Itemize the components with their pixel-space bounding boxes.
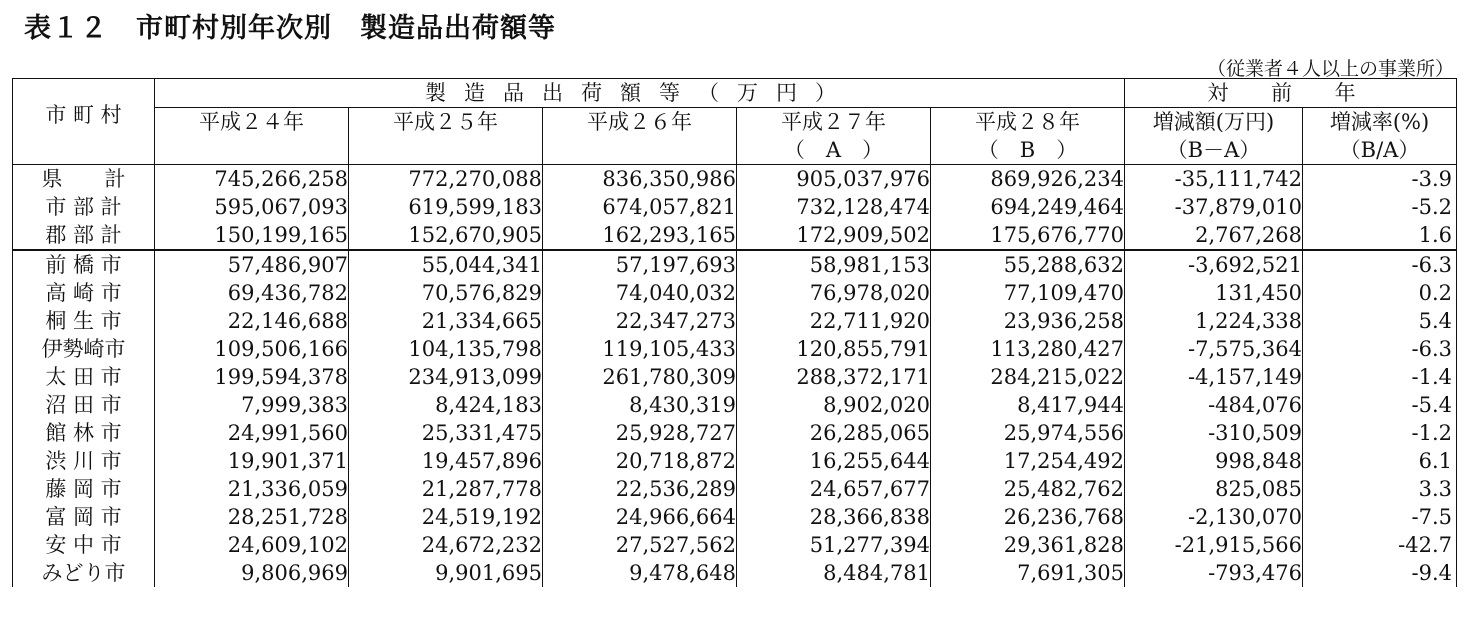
shipment-value: 119,105,433: [543, 335, 737, 363]
shipment-value: 25,331,475: [349, 419, 543, 447]
shipment-value: 175,676,770: [931, 221, 1125, 250]
shipment-value: 619,599,183: [349, 193, 543, 221]
year-sub-header: [155, 136, 349, 165]
shipment-value: 595,067,093: [155, 193, 349, 221]
shipment-value: 109,506,166: [155, 335, 349, 363]
shipment-value: 24,609,102: [155, 531, 349, 559]
table-row: [13, 221, 1457, 250]
page-title: 表１２ 市町村別年次別 製造品出荷額等: [24, 13, 556, 44]
header-row-3: [13, 136, 1457, 165]
table-row: [13, 165, 1457, 194]
shipment-value: 7,999,383: [155, 391, 349, 419]
shipment-value: 22,146,688: [155, 307, 349, 335]
year-header: 平成２７年: [737, 108, 931, 137]
shipment-value: 22,536,289: [543, 475, 737, 503]
change-amount: -35,111,742: [1125, 165, 1303, 194]
shipment-value: 113,280,427: [931, 335, 1125, 363]
shipment-value: 674,057,821: [543, 193, 737, 221]
shipment-value: 25,974,556: [931, 419, 1125, 447]
change-amount-sub-header: （B－A）: [1125, 136, 1303, 165]
change-rate-header: 増減率(%): [1303, 108, 1457, 137]
shipment-value: 23,936,258: [931, 307, 1125, 335]
shipment-value: 694,249,464: [931, 193, 1125, 221]
year-sub-header: [543, 136, 737, 165]
change-amount: -3,692,521: [1125, 250, 1303, 279]
shipment-value: 8,902,020: [737, 391, 931, 419]
table-row: [13, 193, 1457, 221]
municipality-name: 沼 田 市: [13, 391, 155, 419]
shipment-value: 16,255,644: [737, 447, 931, 475]
municipality-name: 富 岡 市: [13, 503, 155, 531]
change-amount: -310,509: [1125, 419, 1303, 447]
year-sub-header: （ B ）: [931, 136, 1125, 165]
year-header: 平成２８年: [931, 108, 1125, 137]
shipment-value: 57,486,907: [155, 250, 349, 279]
municipality-name: 伊勢崎市: [13, 335, 155, 363]
shipment-value: 25,482,762: [931, 475, 1125, 503]
change-amount: -484,076: [1125, 391, 1303, 419]
shipment-value: 199,594,378: [155, 363, 349, 391]
change-amount: 998,848: [1125, 447, 1303, 475]
shipment-value: 17,254,492: [931, 447, 1125, 475]
shipment-value: 28,366,838: [737, 503, 931, 531]
shipment-value: 120,855,791: [737, 335, 931, 363]
shipment-value: 19,901,371: [155, 447, 349, 475]
change-rate: -7.5: [1303, 503, 1457, 531]
shipment-value: 69,436,782: [155, 279, 349, 307]
table-row: [13, 307, 1457, 335]
change-amount-header: 増減額(万円): [1125, 108, 1303, 137]
shipment-value: 22,711,920: [737, 307, 931, 335]
shipment-value: 51,277,394: [737, 531, 931, 559]
municipality-name: 安 中 市: [13, 531, 155, 559]
year-header: 平成２６年: [543, 108, 737, 137]
shipment-value: 9,478,648: [543, 559, 737, 587]
shipment-value: 58,981,153: [737, 250, 931, 279]
shipment-value: 57,197,693: [543, 250, 737, 279]
shipment-value: 21,336,059: [155, 475, 349, 503]
municipality-name: 館 林 市: [13, 419, 155, 447]
change-amount: -793,476: [1125, 559, 1303, 587]
municipality-name: 市 部 計: [13, 193, 155, 221]
shipment-value: 25,928,727: [543, 419, 737, 447]
change-amount: 2,767,268: [1125, 221, 1303, 250]
municipality-name: 太 田 市: [13, 363, 155, 391]
municipality-name: 県 計: [13, 165, 155, 194]
change-amount: 1,224,338: [1125, 307, 1303, 335]
shipment-value: 8,417,944: [931, 391, 1125, 419]
change-rate: 6.1: [1303, 447, 1457, 475]
shipment-value: 77,109,470: [931, 279, 1125, 307]
unit-note: （従業者４人以上の事業所）: [1206, 58, 1454, 80]
municipality-name: みどり市: [13, 559, 155, 587]
header-row-2: [13, 108, 1457, 137]
shipment-value: 24,657,677: [737, 475, 931, 503]
shipment-value: 261,780,309: [543, 363, 737, 391]
shipment-value: 70,576,829: [349, 279, 543, 307]
change-rate: -1.4: [1303, 363, 1457, 391]
change-rate: -5.4: [1303, 391, 1457, 419]
table-row: [13, 475, 1457, 503]
shipment-value: 836,350,986: [543, 165, 737, 194]
shipment-value: 19,457,896: [349, 447, 543, 475]
shipment-value: 24,519,192: [349, 503, 543, 531]
shipment-value: 9,806,969: [155, 559, 349, 587]
change-amount: 825,085: [1125, 475, 1303, 503]
shipment-value: 74,040,032: [543, 279, 737, 307]
shipment-value: 869,926,234: [931, 165, 1125, 194]
change-amount: 131,450: [1125, 279, 1303, 307]
change-rate: 5.4: [1303, 307, 1457, 335]
shipment-value: 76,978,020: [737, 279, 931, 307]
shipment-value: 732,128,474: [737, 193, 931, 221]
shipment-value: 104,135,798: [349, 335, 543, 363]
municipality-name: 前 橋 市: [13, 250, 155, 279]
shipment-value: 234,913,099: [349, 363, 543, 391]
shipment-value: 26,236,768: [931, 503, 1125, 531]
shipments-table: [12, 78, 1457, 587]
year-sub-header: （ A ）: [737, 136, 931, 165]
shipment-value: 26,285,065: [737, 419, 931, 447]
shipment-value: 772,270,088: [349, 165, 543, 194]
change-rate: 1.6: [1303, 221, 1457, 250]
shipment-value: 152,670,905: [349, 221, 543, 250]
municipality-name: 渋 川 市: [13, 447, 155, 475]
municipality-name: 郡 部 計: [13, 221, 155, 250]
table-row: [13, 419, 1457, 447]
shipment-value: 905,037,976: [737, 165, 931, 194]
shipment-value: 28,251,728: [155, 503, 349, 531]
change-rate: -3.9: [1303, 165, 1457, 194]
year-header: 平成２４年: [155, 108, 349, 137]
municipality-name: 桐 生 市: [13, 307, 155, 335]
change-amount: -21,915,566: [1125, 531, 1303, 559]
table-row: [13, 363, 1457, 391]
municipality-header: 市 町 村: [13, 79, 155, 165]
table-row: [13, 250, 1457, 279]
change-rate: -1.2: [1303, 419, 1457, 447]
shipment-value: 29,361,828: [931, 531, 1125, 559]
shipment-value: 162,293,165: [543, 221, 737, 250]
shipment-value: 24,966,664: [543, 503, 737, 531]
shipment-value: 24,991,560: [155, 419, 349, 447]
table-row: [13, 559, 1457, 587]
shipment-value: 9,901,695: [349, 559, 543, 587]
table-row: [13, 503, 1457, 531]
municipality-name: 藤 岡 市: [13, 475, 155, 503]
shipment-value: 150,199,165: [155, 221, 349, 250]
change-amount: -2,130,070: [1125, 503, 1303, 531]
table-row: [13, 279, 1457, 307]
change-rate: -6.3: [1303, 250, 1457, 279]
change-amount: -7,575,364: [1125, 335, 1303, 363]
shipment-value: 284,215,022: [931, 363, 1125, 391]
shipment-value: 24,672,232: [349, 531, 543, 559]
change-rate: -42.7: [1303, 531, 1457, 559]
shipment-value: 7,691,305: [931, 559, 1125, 587]
shipment-value: 745,266,258: [155, 165, 349, 194]
shipment-value: 21,334,665: [349, 307, 543, 335]
shipment-value: 8,424,183: [349, 391, 543, 419]
change-rate-sub-header: （B/A）: [1303, 136, 1457, 165]
change-amount: -37,879,010: [1125, 193, 1303, 221]
table-row: [13, 531, 1457, 559]
shipment-value: 55,288,632: [931, 250, 1125, 279]
shipment-value: 21,287,778: [349, 475, 543, 503]
shipments-group-header: 製造品出荷額等（万円）: [155, 79, 1125, 108]
change-rate: 0.2: [1303, 279, 1457, 307]
shipment-value: 172,909,502: [737, 221, 931, 250]
table-row: [13, 391, 1457, 419]
shipment-value: 20,718,872: [543, 447, 737, 475]
change-rate: -6.3: [1303, 335, 1457, 363]
shipment-value: 8,484,781: [737, 559, 931, 587]
year-header: 平成２５年: [349, 108, 543, 137]
table-body: [13, 165, 1457, 588]
table-row: [13, 335, 1457, 363]
table-row: [13, 447, 1457, 475]
municipality-name: 高 崎 市: [13, 279, 155, 307]
shipment-value: 22,347,273: [543, 307, 737, 335]
shipment-value: 8,430,319: [543, 391, 737, 419]
change-amount: -4,157,149: [1125, 363, 1303, 391]
change-rate: -5.2: [1303, 193, 1457, 221]
shipment-value: 27,527,562: [543, 531, 737, 559]
shipment-value: 288,372,171: [737, 363, 931, 391]
shipment-value: 55,044,341: [349, 250, 543, 279]
header-row-1: [13, 79, 1457, 108]
yoy-group-header: 対 前 年: [1125, 79, 1457, 108]
change-rate: -9.4: [1303, 559, 1457, 587]
change-rate: 3.3: [1303, 475, 1457, 503]
year-sub-header: [349, 136, 543, 165]
